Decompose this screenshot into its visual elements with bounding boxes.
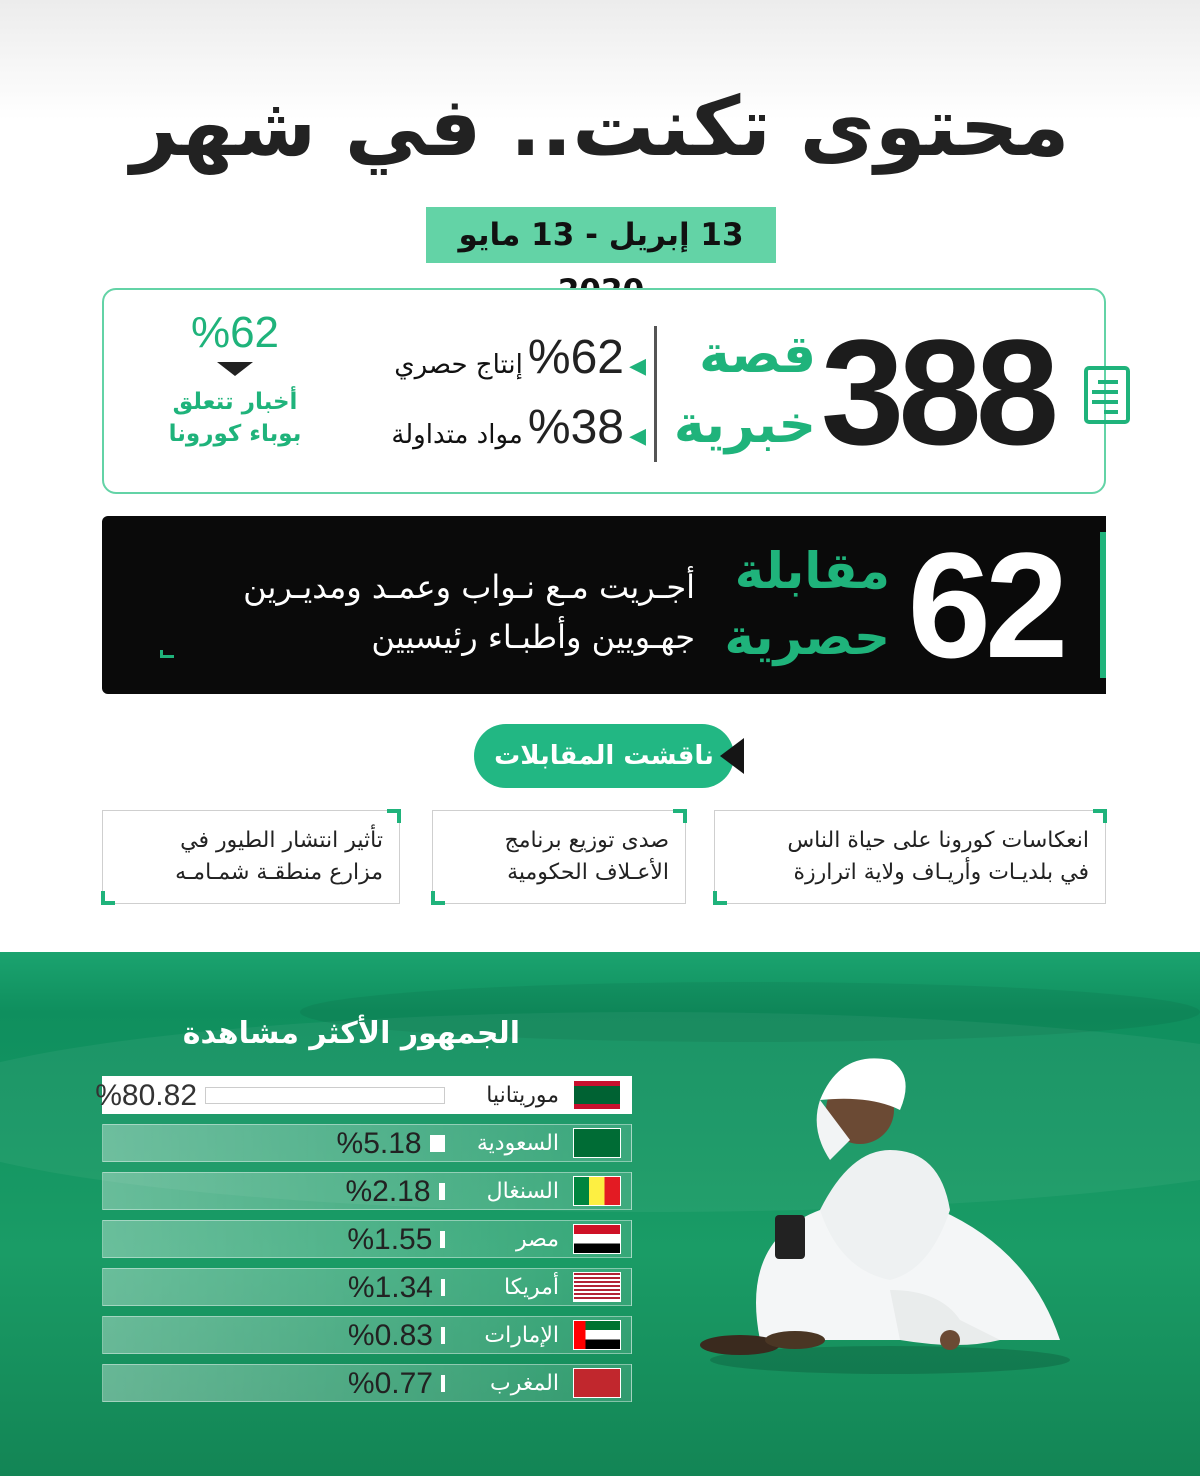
- stories-label: [656, 320, 816, 460]
- page-title: محتوى تكنت.. في شهر: [130, 80, 1070, 175]
- interviews-label: [700, 538, 890, 670]
- audience-bar: [430, 1135, 445, 1152]
- topic-box: [432, 810, 686, 904]
- corona-stat: [160, 308, 310, 450]
- audience-row: [102, 1268, 632, 1306]
- country-name: السنغال: [486, 1179, 559, 1204]
- audience-pct: %2.18: [345, 1175, 431, 1208]
- divider: [654, 326, 657, 462]
- audience-row: [95, 1076, 632, 1114]
- topic-text-line2: في بلديـات وأريـاف ولاية اترارزة: [793, 860, 1089, 885]
- interviews-desc-line1: أجـريت مـع نـواب وعمـد ومديـرين: [243, 568, 695, 606]
- audience-bar: [441, 1375, 445, 1392]
- breakdown-pct: %62: [527, 331, 624, 384]
- stories-count: 388: [820, 308, 1054, 476]
- interviews-label-line2: حصرية: [724, 608, 890, 666]
- corner-bracket: [387, 809, 401, 823]
- breakdown-row-circulated: [330, 400, 646, 462]
- country-name: الإمارات: [484, 1323, 559, 1348]
- morocco-flag-icon: [573, 1368, 621, 1398]
- country-name: أمريكا: [503, 1275, 559, 1300]
- date-range: 13 إبريل - 13 مايو: [458, 217, 744, 253]
- topic-text-line1: تأثير انتشار الطيور في: [180, 828, 383, 853]
- topic-text-line2: الأعـلاف الحكومية: [507, 860, 669, 885]
- audience-row: [102, 1172, 632, 1210]
- audience-pct: %80.82: [95, 1079, 197, 1112]
- corner-bracket: [101, 891, 115, 905]
- caret-left-icon: ◀: [629, 424, 646, 449]
- corner-bracket: [1093, 809, 1107, 823]
- country-name: مصر: [515, 1227, 559, 1252]
- audience-bar: [441, 1327, 445, 1344]
- country-name: المغرب: [490, 1371, 559, 1396]
- corona-pct: %62: [190, 308, 280, 357]
- country-name: موريتانيا: [486, 1083, 559, 1108]
- document-icon: [1084, 366, 1130, 424]
- usa-flag-icon: [573, 1272, 621, 1302]
- interviews-count: 62: [907, 521, 1063, 689]
- interviews-label-line1: مقابلة: [734, 542, 890, 600]
- topic-text-line1: صدى توزيع برنامج: [504, 828, 669, 853]
- stories-label-line1: قصة: [699, 325, 816, 385]
- breakdown-label: إنتاج حصري: [394, 350, 523, 380]
- interviews-desc-line2: جهـويين وأطبـاء رئيسيين: [371, 618, 695, 656]
- audience-pct: %1.34: [347, 1271, 433, 1304]
- audience-pct: %0.77: [347, 1367, 433, 1400]
- audience-bar: [439, 1183, 445, 1200]
- topic-text-line1: انعكاسات كورونا على حياة الناس: [787, 828, 1089, 853]
- interviews-description: [150, 562, 695, 662]
- arrow-down-icon: [217, 362, 253, 376]
- egypt-flag-icon: [573, 1224, 621, 1254]
- corona-label-line1: أخبار تتعلق: [172, 389, 298, 415]
- uae-flag-icon: [573, 1320, 621, 1350]
- corner-bracket: [713, 891, 727, 905]
- breakdown-row-exclusive: [330, 330, 646, 392]
- topic-box: [102, 810, 400, 904]
- audience-pct: %0.83: [347, 1319, 433, 1352]
- audience-row: [102, 1124, 632, 1162]
- audience-bar: [441, 1279, 445, 1296]
- audience-pct: %1.55: [347, 1223, 433, 1256]
- senegal-flag-icon: [573, 1176, 621, 1206]
- country-name: السعودية: [476, 1131, 559, 1156]
- corona-label-line2: بوباء كورونا: [168, 421, 302, 447]
- corner-bracket: [431, 891, 445, 905]
- audience-bar: [205, 1087, 445, 1104]
- corner-accent: [160, 650, 174, 658]
- audience-pct: %5.18: [336, 1127, 422, 1160]
- topic-box: [714, 810, 1106, 904]
- stories-label-line2: خبرية: [673, 395, 816, 455]
- topic-text-line2: مزارع منطقـة شمـامـه: [175, 860, 383, 885]
- breakdown-pct: %38: [527, 401, 624, 454]
- corner-bracket: [673, 809, 687, 823]
- mauritania-flag-icon: [573, 1080, 621, 1110]
- discussed-pill: ناقشت المقابلات: [474, 724, 734, 788]
- caret-left-icon: ◀: [629, 354, 646, 379]
- man-reading-phone-illustration: [700, 1040, 1080, 1380]
- accent-edge: [1100, 532, 1106, 678]
- audience-title: الجمهور الأكثر مشاهدة: [182, 1016, 520, 1051]
- audience-row: [102, 1220, 632, 1258]
- saudi-flag-icon: [573, 1128, 621, 1158]
- audience-row: [102, 1316, 632, 1354]
- breakdown-label: مواد متداولة: [391, 420, 523, 450]
- audience-bar: [440, 1231, 445, 1248]
- audience-row: [102, 1364, 632, 1402]
